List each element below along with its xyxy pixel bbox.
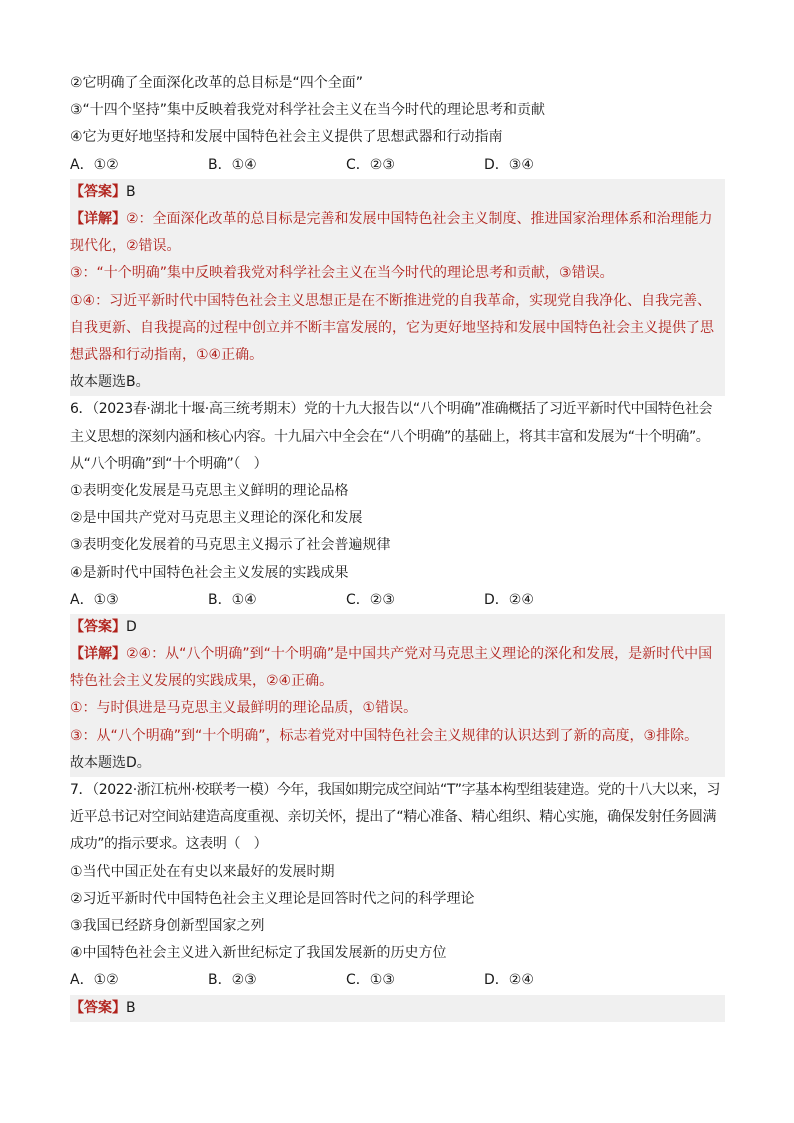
answer-label: 【答案】: [70, 183, 126, 200]
detail-para: ③：“十个明确”集中反映着我党对科学社会主义在当今时代的理论思考和贡献，③错误。: [70, 265, 614, 282]
statement: ②习近平新时代中国特色社会主义理论是回答时代之问的科学理论: [70, 890, 475, 907]
answer-value: B: [126, 999, 136, 1016]
conclusion: 故本题选B。: [70, 374, 150, 391]
detail-text: ②：全面深化改革的总目标是完善和发展中国特色社会主义制度、推进国家治理体系和治理能力现代化，②错误。: [70, 210, 713, 255]
option-a: A．①②: [70, 156, 119, 173]
option-a: A．①③: [70, 591, 119, 608]
statement: ①当代中国正处在有史以来最好的发展时期: [70, 863, 335, 880]
answer-block: [70, 179, 725, 397]
question-7: [70, 777, 725, 1022]
statement: ②是中国共产党对马克思主义理论的深化和发展: [70, 510, 363, 527]
detail-text: ②④：从“八个明确”到“十个明确”是中国共产党对马克思主义理论的深化和发展，是新时代中国特色社会主义发展的实践成果，②④正确。: [70, 646, 713, 690]
answer-label: 【答案】: [70, 618, 126, 635]
detail-para: ①：与时俱进是马克思主义最鲜明的理论品质，①错误。: [70, 700, 418, 717]
question-stem: 6．（2023春·湖北十堰·高三统考期末）党的十九大报告以“八个明确”准确概括了习近平新时代中国特色社会主义思想的深刻内涵和核心内容。十九届六中全会在“八个明确”的基础上，将其丰富和发展为“十个明确”。从“八个明确”到“十个明确”（ ）: [70, 401, 713, 472]
option-b: B．①④: [208, 156, 257, 173]
statement: ②它明确了全面深化改革的总目标是“四个全面”: [70, 75, 364, 91]
option-b: B．②③: [208, 972, 257, 989]
option-d: D．②④: [484, 591, 534, 608]
detail-label: 【详解】: [70, 646, 126, 663]
statement: ④是新时代中国特色社会主义发展的实践成果: [70, 564, 349, 581]
detail-para: [70, 206, 725, 260]
detail-para: ③：从“八个明确”到“十个明确”，标志着党对中国特色社会主义规律的认识达到了新的高度，③排除。: [70, 727, 699, 744]
answer-block: [70, 614, 725, 777]
statement: ④它为更好地坚持和发展中国特色社会主义提供了思想武器和行动指南: [70, 129, 503, 146]
answer-line: [70, 614, 725, 641]
answer-block: [70, 995, 725, 1022]
answer-label: 【答案】: [70, 999, 126, 1016]
option-c: C．②③: [346, 591, 395, 608]
question-5: [70, 70, 725, 396]
conclusion: 故本题选D。: [70, 754, 151, 771]
option-b: B．①④: [208, 591, 257, 608]
option-c: C．①③: [346, 972, 395, 989]
document-page: [70, 70, 725, 1022]
detail-para: [70, 641, 725, 695]
statement: ①表明变化发展是马克思主义鲜明的理论品格: [70, 482, 349, 499]
answer-line: [70, 179, 725, 206]
answer-value: B: [126, 183, 136, 200]
answer-line: [70, 995, 725, 1022]
option-c: C．②③: [346, 156, 395, 173]
statement: ③表明变化发展着的马克思主义揭示了社会普遍规律: [70, 537, 391, 554]
statement: ③“十四个坚持”集中反映着我党对科学社会主义在当今时代的理论思考和贡献: [70, 102, 546, 119]
statement: ③我国已经跻身创新型国家之列: [70, 918, 265, 935]
option-d: D．③④: [484, 156, 534, 173]
question-stem: 7．（2022·浙江杭州·校联考一模）今年，我国如期完成空间站“T”字基本构型组装建造。党的十八大以来，习近平总书记对空间站建造高度重视、亲切关怀，提出了“精心准备、精心组织、精心实施，确保发射任务圆满成功”的指示要求。这表明（ ）: [70, 782, 720, 853]
option-d: D．②④: [484, 972, 534, 989]
detail-label: 【详解】: [70, 210, 126, 227]
statement: ④中国特色社会主义进入新世纪标定了我国发展新的历史方位: [70, 945, 447, 962]
options-row: [70, 587, 725, 614]
options-row: [70, 967, 725, 994]
question-6: [70, 396, 725, 777]
options-row: [70, 152, 725, 179]
answer-value: D: [126, 618, 137, 635]
detail-para: ①④：习近平新时代中国特色社会主义思想正是在不断推进党的自我革命，实现党自我净化、自我完善、自我更新、自我提高的过程中创立并不断丰富发展的，它为更好地坚持和发展中国特色社会主义提供了思想武器和行动指南，①④正确。: [70, 292, 714, 363]
option-a: A．①②: [70, 972, 119, 989]
